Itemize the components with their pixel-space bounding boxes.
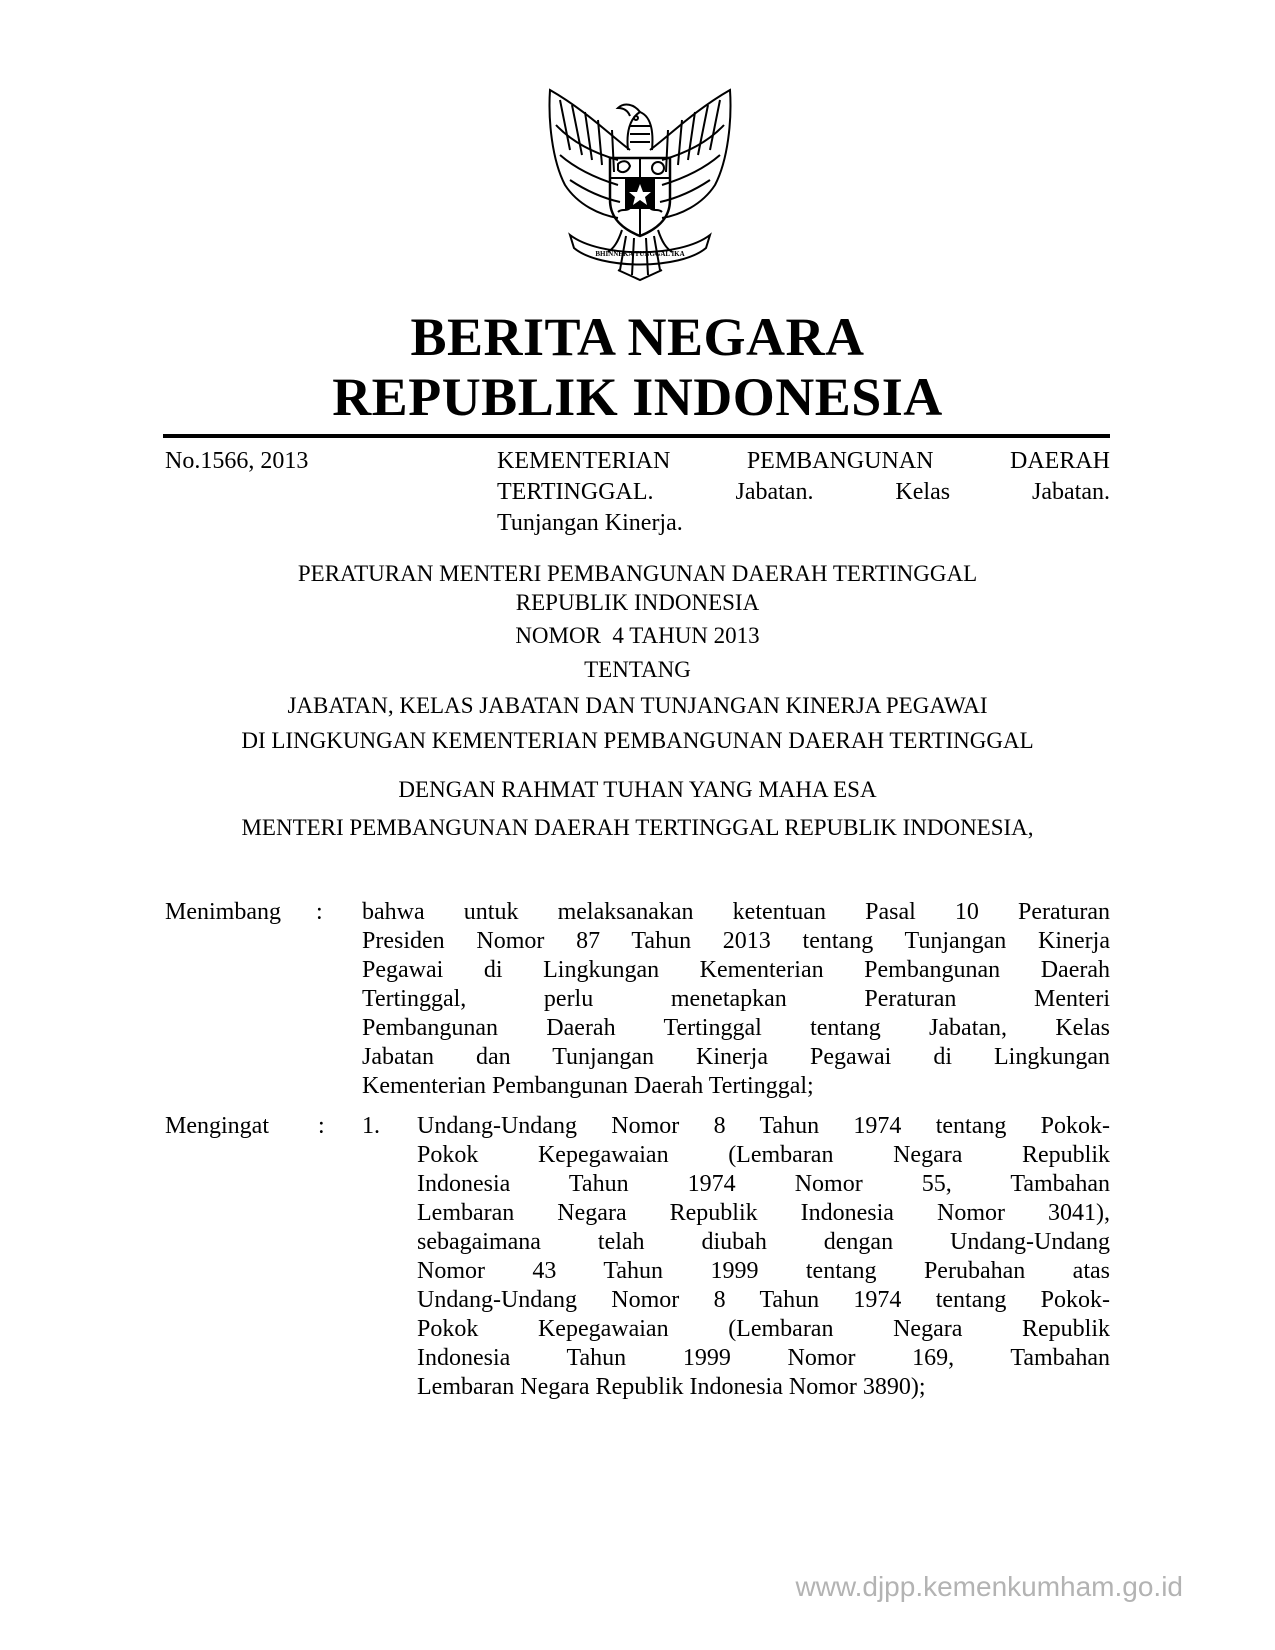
mengingat-label: Mengingat [165, 1113, 269, 1139]
menimbang-line: Pembangunan Daerah Tertinggal tentang Jabatan, Kelas [362, 1015, 1110, 1041]
menimbang-label: Menimbang [165, 899, 281, 925]
mengingat-line: Indonesia Tahun 1974 Nomor 55, Tambahan [417, 1171, 1110, 1197]
regulation-title-2: REPUBLIK INDONESIA [515, 590, 760, 615]
menimbang-line: Presiden Nomor 87 Tahun 2013 tentang Tunjangan Kinerja [362, 928, 1110, 954]
menimbang-line: Pegawai di Lingkungan Kementerian Pembangunan Daerah [362, 957, 1110, 983]
category-line: KEMENTERIAN PEMBANGUNAN DAERAH [497, 448, 1110, 474]
menimbang-line: bahwa untuk melaksanakan ketentuan Pasal 10 Peraturan [362, 899, 1110, 925]
garuda-emblem [530, 80, 750, 285]
watermark-url: www.djpp.kemenkumham.go.id [795, 1571, 1183, 1602]
mengingat-line: Pokok Kepegawaian (Lembaran Negara Republik [417, 1316, 1110, 1342]
menimbang-line: Kementerian Pembangunan Daerah Tertinggal; [362, 1073, 814, 1099]
mengingat-line: Lembaran Negara Republik Indonesia Nomor 3041), [417, 1200, 1110, 1226]
menimbang-colon: : [316, 899, 323, 925]
authority: MENTERI PEMBANGUNAN DAERAH TERTINGGAL REPUBLIK INDONESIA, [241, 815, 1034, 840]
gazette-title: BERITA NEGARA [410, 307, 865, 367]
regulation-title: PERATURAN MENTERI PEMBANGUNAN DAERAH TERTINGGAL [297, 561, 978, 586]
gazette-subtitle: REPUBLIK INDONESIA [332, 367, 943, 427]
category-line: TERTINGGAL. Jabatan. Kelas Jabatan. [497, 479, 1110, 505]
menimbang-line: Tertinggal, perlu menetapkan Peraturan Menteri [362, 986, 1110, 1012]
mengingat-line: Undang-Undang Nomor 8 Tahun 1974 tentang Pokok- [417, 1113, 1110, 1139]
category-line: Tunjangan Kinerja. [497, 510, 683, 536]
regulation-subject: JABATAN, KELAS JABATAN DAN TUNJANGAN KINERJA PEGAWAI [287, 693, 988, 718]
regulation-number: NOMOR 4 TAHUN 2013 [515, 623, 760, 648]
mengingat-line: sebagaimana telah diubah dengan Undang-Undang [417, 1229, 1110, 1255]
mengingat-line: Undang-Undang Nomor 8 Tahun 1974 tentang Pokok- [417, 1287, 1110, 1313]
emblem-motto: BHINNEKA TUNGGAL IKA [595, 250, 685, 258]
header-rule [163, 434, 1110, 438]
mengingat-item-number: 1. [362, 1113, 380, 1139]
menimbang-line: Jabatan dan Tunjangan Kinerja Pegawai di Lingkungan [362, 1044, 1110, 1070]
regulation-subject-2: DI LINGKUNGAN KEMENTERIAN PEMBANGUNAN DAERAH TERTINGGAL [241, 728, 1034, 753]
issue-number: No.1566, 2013 [165, 448, 309, 474]
invocation: DENGAN RAHMAT TUHAN YANG MAHA ESA [398, 777, 877, 802]
mengingat-line: Lembaran Negara Republik Indonesia Nomor 3890); [417, 1374, 926, 1400]
mengingat-line: Indonesia Tahun 1999 Nomor 169, Tambahan [417, 1345, 1110, 1371]
mengingat-colon: : [318, 1113, 325, 1139]
mengingat-line: Pokok Kepegawaian (Lembaran Negara Republik [417, 1142, 1110, 1168]
mengingat-line: Nomor 43 Tahun 1999 tentang Perubahan atas [417, 1258, 1110, 1284]
regulation-about: TENTANG [584, 657, 691, 682]
